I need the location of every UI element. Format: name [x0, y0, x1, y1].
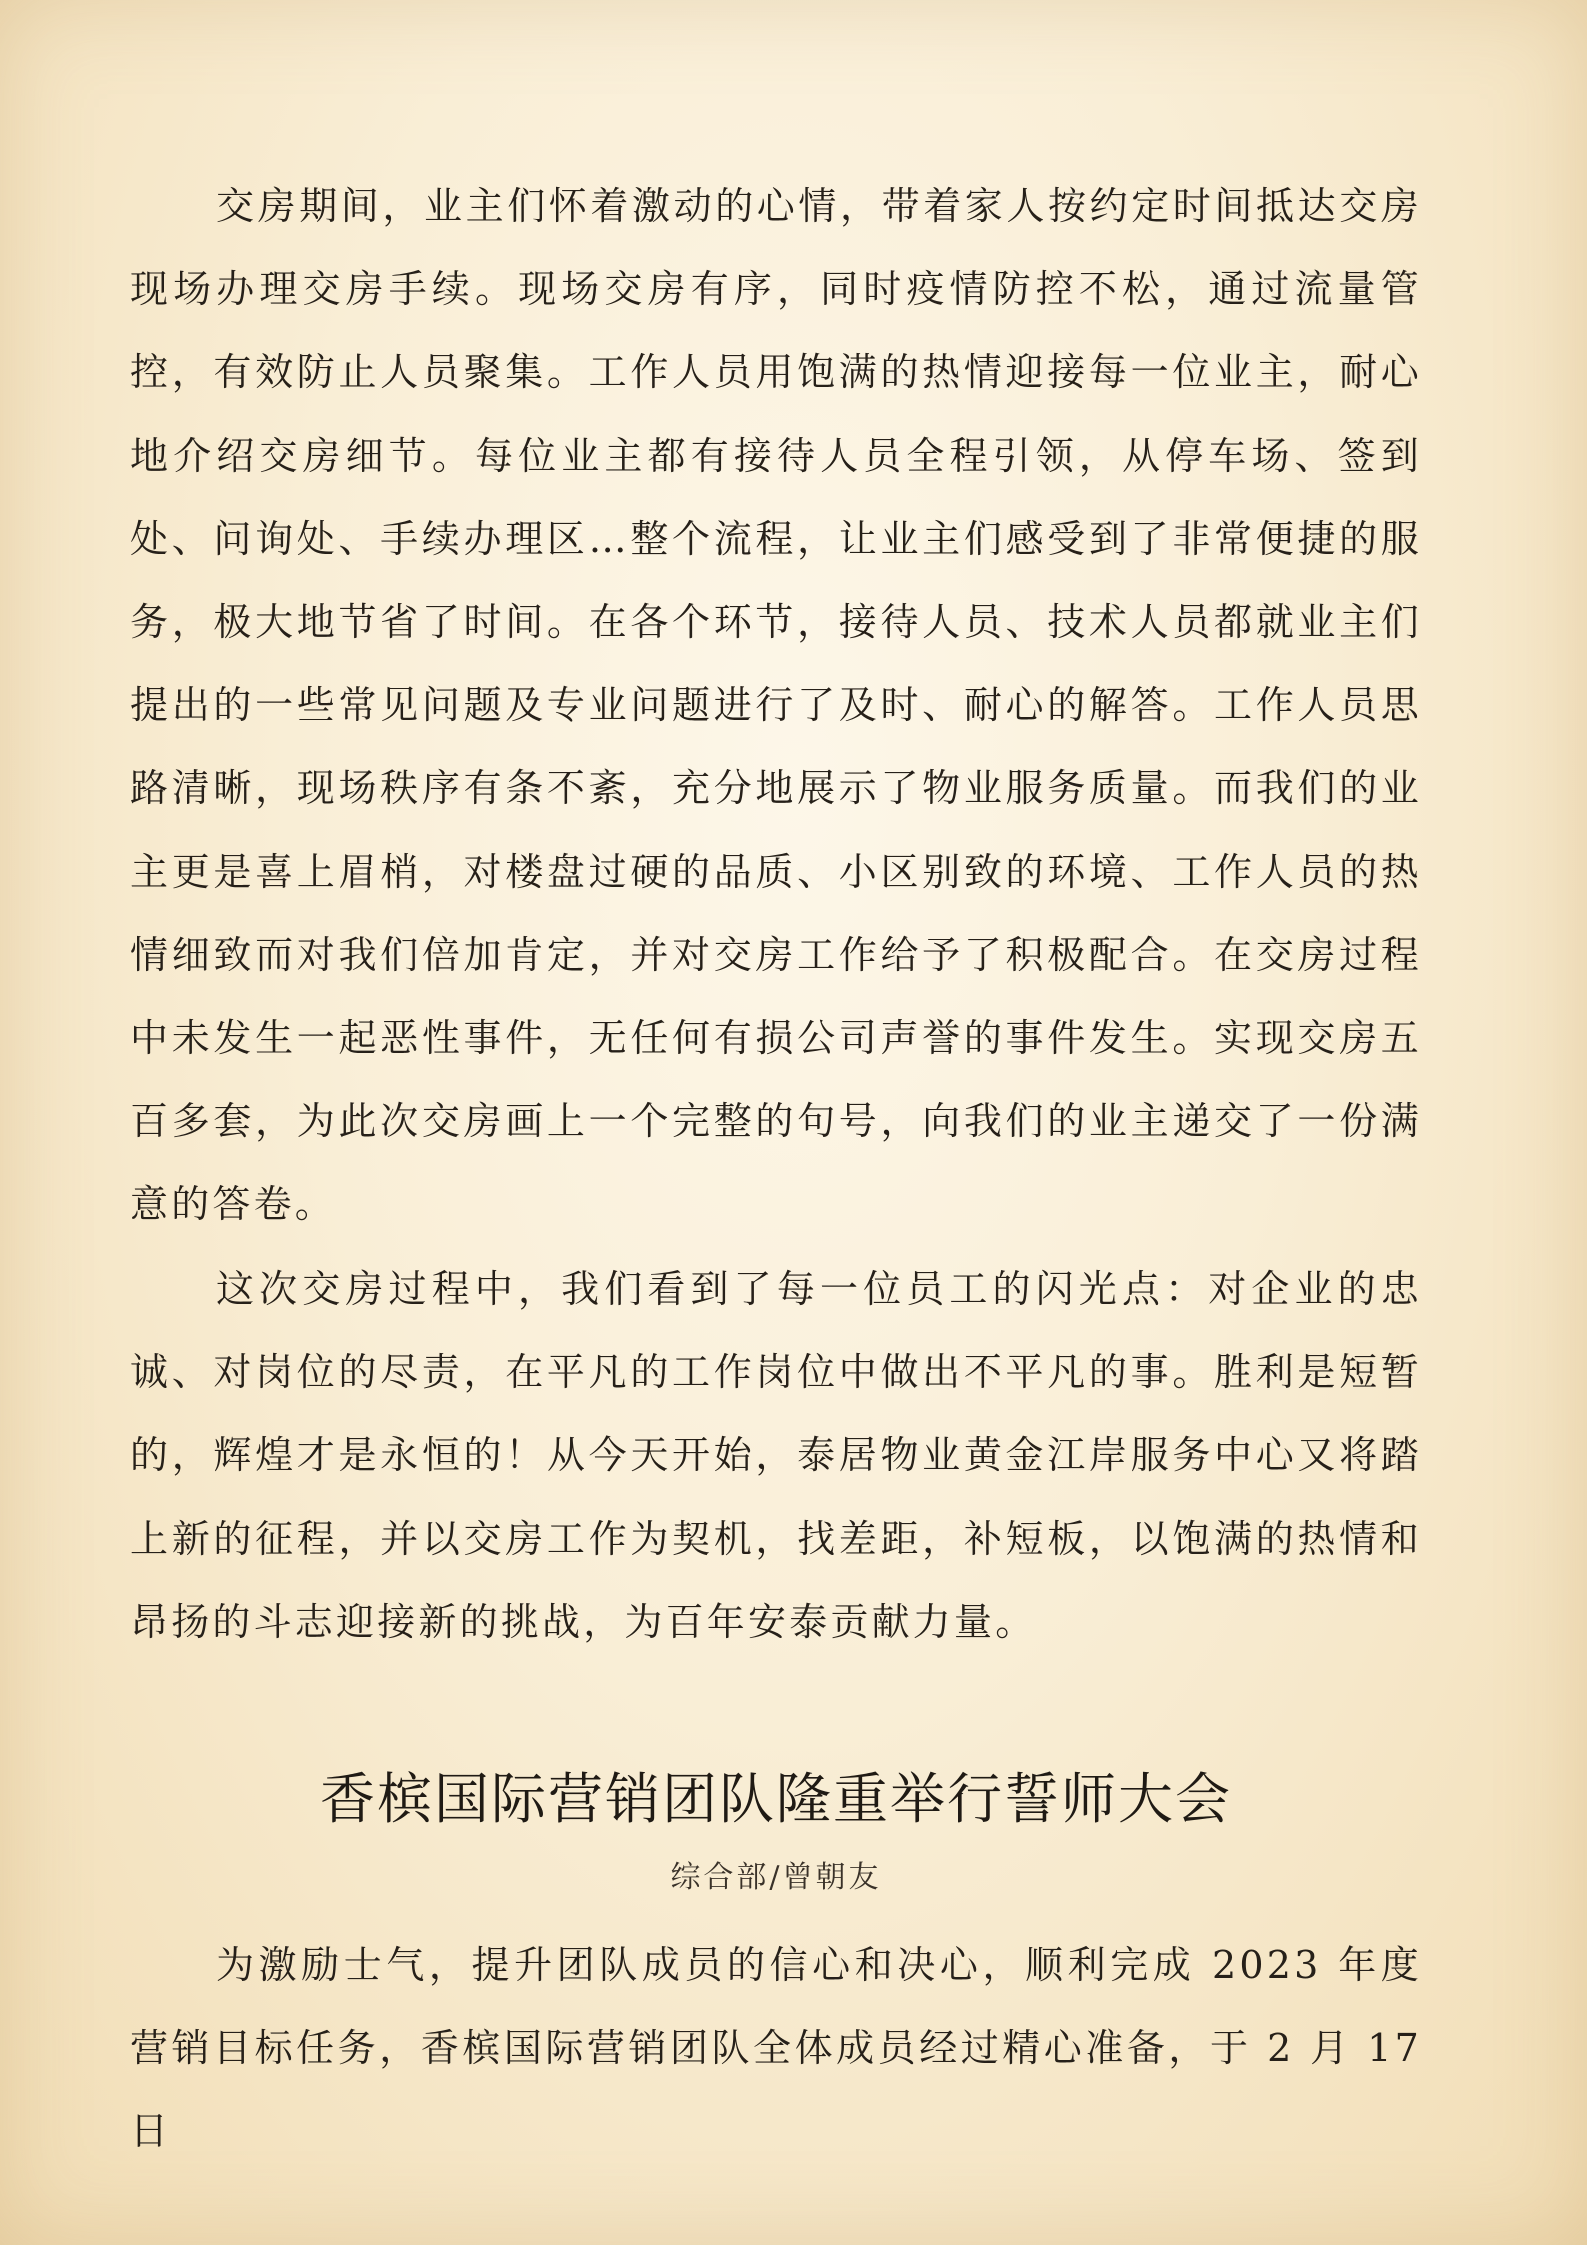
article-2-paragraph-1: 为激励士气，提升团队成员的信心和决心，顺利完成 2023 年度营销目标任务，香槟国际营销团队全体成员经过精心准备，于 2 月 17 日 [130, 1943, 1422, 2154]
article-2-byline: 综合部/曾朝友 [670, 1860, 882, 1895]
article-1-paragraph-1: 交房期间，业主们怀着激动的心情，带着家人按约定时间抵达交房现场办理交房手续。现场交房有序，同时疫情防控不松，通过流量管控，有效防止人员聚集。工作人员用饱满的热情迎接每一位业主，耐心地介绍交房细节。每位业主都有接待人员全程引领，从停车场、签到处、问询处、手续办理区…整个流程，让业主们感受到了非常便捷的服务，极大地节省了时间。在各个环节，接待人员、技术人员都就业主们提出的一些常见问题及专业问题进行了及时、耐心的解答。工作人员思路清晰，现场秩序有条不紊，充分地展示了物业服务质量。而我们的业主更是喜上眉梢，对楼盘过硬的品质、小区别致的环境、工作人员的热情细致而对我们倍加肯定，并对交房工作给予了积极配合。在交房过程中未发生一起恶性事件，无任何有损公司声誉的事件发生。实现交房五百多套，为此次交房画上一个完整的句号，向我们的业主递交了一份满意的答卷。 [130, 184, 1422, 1227]
article-2-title: 香槟国际营销团队隆重举行誓师大会 [319, 1767, 1232, 1831]
article-1-paragraph-2: 这次交房过程中，我们看到了每一位员工的闪光点：对企业的忠诚、对岗位的尽责，在平凡的工作岗位中做出不平凡的事。胜利是短暂的，辉煌才是永恒的！从今天开始，泰居物业黄金江岸服务中心又将踏上新的征程，并以交房工作为契机，找差距，补短板，以饱满的热情和昂扬的斗志迎接新的挑战，为百年安泰贡献力量。 [130, 1267, 1422, 1644]
